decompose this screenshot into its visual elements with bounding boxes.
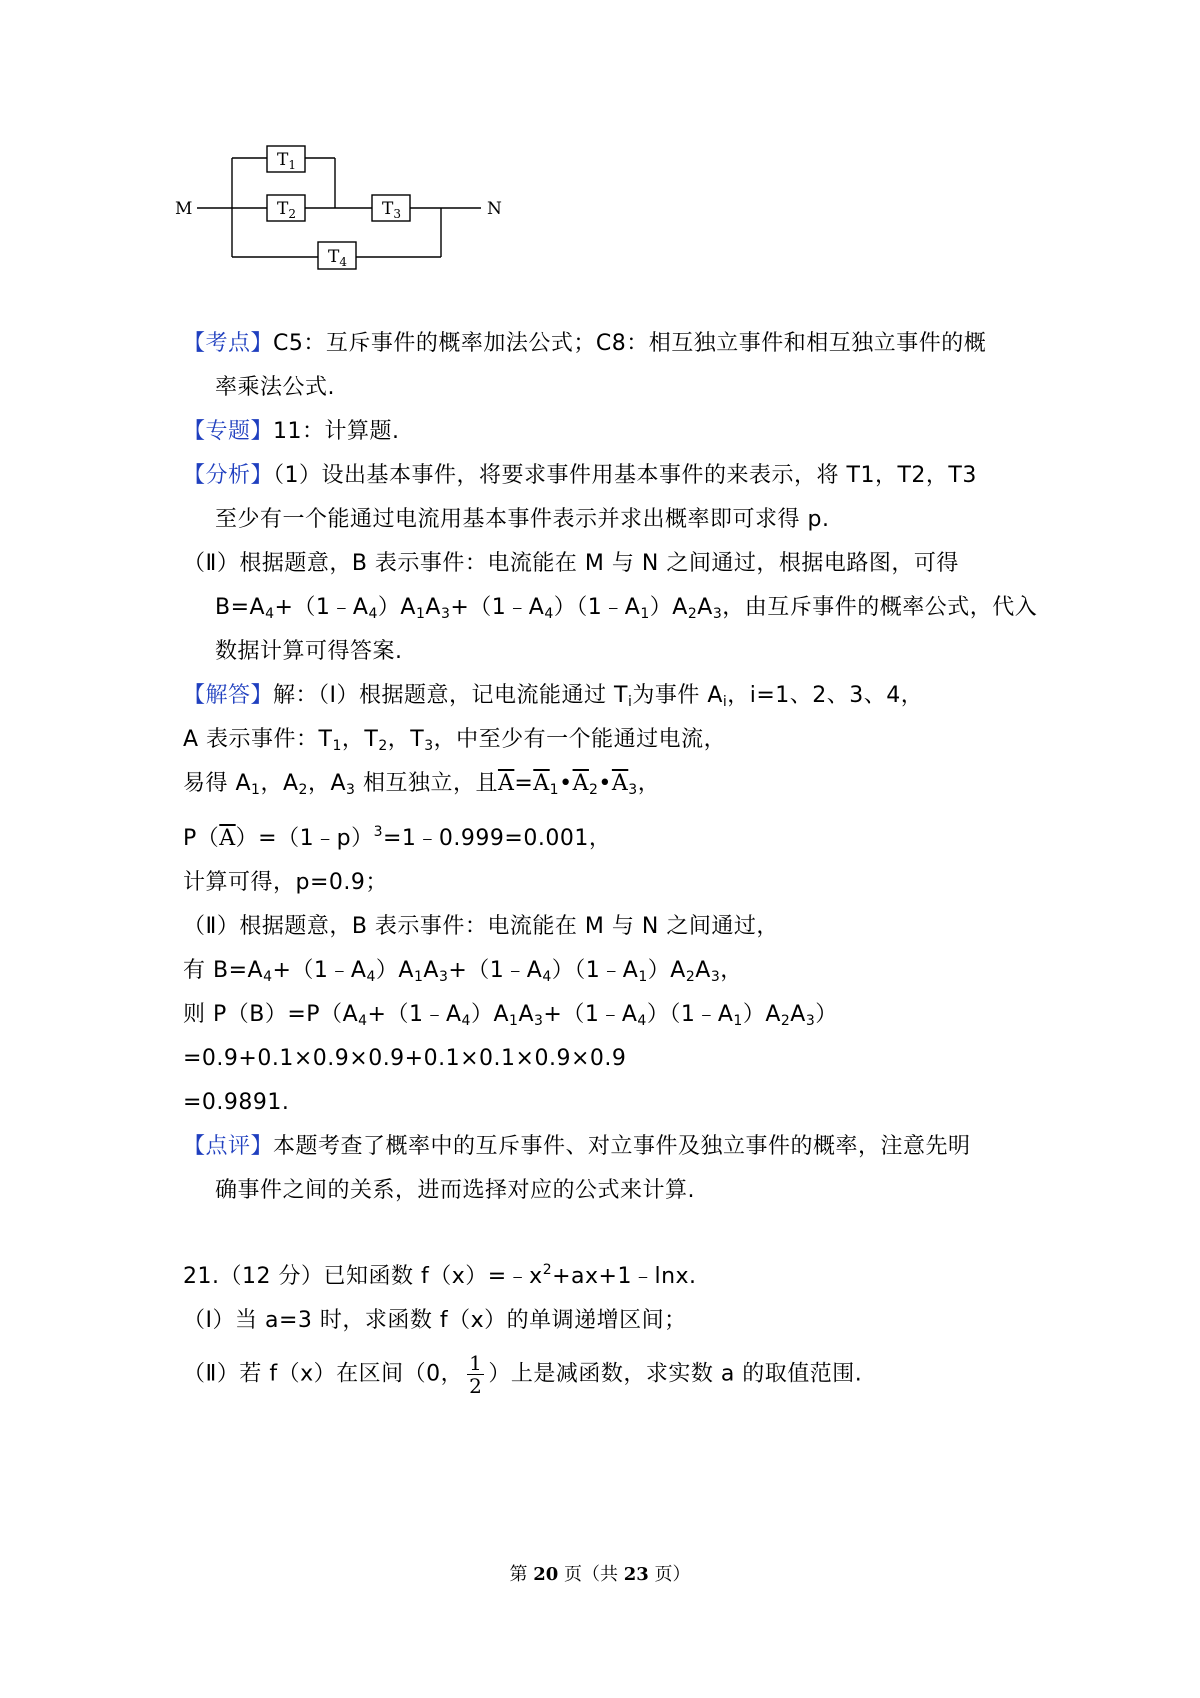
- fenxi-text: （1）设出基本事件，将要求事件用基本事件的来表示，将 T1，T2，T3: [273, 463, 977, 488]
- complement-formula: $\overline{A}=\overline{A}_1•\overline{A}_2•\overline{A}_3$: [497, 771, 638, 798]
- jieda-line-9: [183, 1043, 626, 1075]
- label-m: M: [175, 199, 193, 219]
- fenxi-line-2: [215, 504, 829, 536]
- fenxi-line: [183, 460, 977, 492]
- jieda-text-2: A 表示事件：T: [183, 727, 333, 752]
- fenxi-formula: $B=A_4+(1﹣A_4)A_1A_3+(1﹣A_4)(1﹣A_1)A_2A_3$: [215, 595, 723, 622]
- jieda-line-7: 有 $B=A_4+(1﹣A_4)A_1A_3+(1﹣A_4)(1﹣A_1)A_2A_3$，: [183, 958, 743, 985]
- problem-21-part1: [183, 1305, 687, 1337]
- jieda-line-8: 则 $P(B)=P(A_4+(1﹣A_4)A_1A_3+(1﹣A_4)(1﹣A_1)A_2A_3)$: [183, 1002, 838, 1029]
- jieda-text-8b: ）: [815, 1002, 838, 1027]
- complement-a: $\overline{A}$: [219, 826, 236, 851]
- jieda-line-3: 易得 $A_1$，$A_2$，$A_3$ 相互独立，且$\overline{A}=\overline{A}_1•\overline{A}_2•\overline{A}_3$，: [183, 771, 661, 798]
- jieda-tag: 【解答】: [183, 683, 274, 708]
- jieda-line-4: $P(\overline{A})=(1﹣p)^3=1﹣0.999=0.001$，: [183, 824, 612, 851]
- page-number: 20: [533, 1564, 559, 1585]
- fenxi-tag: 【分析】: [183, 463, 274, 488]
- jieda-text-8a: 则 P（B）=P（: [183, 1002, 343, 1027]
- jieda-text-4a: P（: [183, 826, 220, 851]
- zhuanti-text: 11：计算题.: [273, 419, 400, 444]
- switch-t3: $T_3$: [382, 199, 401, 221]
- switch-t1: $T_1$: [277, 150, 296, 172]
- dianping-line: [183, 1131, 971, 1163]
- jieda-text-6: （Ⅱ）根据题意，B 表示事件：电流能在 M 与 N 之间通过，: [183, 914, 779, 939]
- dianping-line-2: [215, 1175, 695, 1207]
- zhuanti-line: [183, 416, 400, 448]
- kaodian-tag: 【考点】: [183, 331, 274, 356]
- fenxi-line-4: [215, 592, 1037, 624]
- kaodian-line-2: [215, 372, 335, 404]
- jieda-text-1a: 解：（Ⅰ）根据题意，记电流能通过 T: [273, 683, 628, 708]
- jieda-line-5: [183, 867, 388, 899]
- dianping-text-2: 确事件之间的关系，进而选择对应的公式来计算.: [215, 1178, 695, 1203]
- fenxi-text-4: ，由互斥事件的概率公式，代入: [722, 595, 1038, 620]
- dianping-text-1: 本题考查了概率中的互斥事件、对立事件及独立事件的概率，注意先明: [273, 1134, 971, 1159]
- circuit-diagram: [175, 140, 555, 290]
- jieda-line-10: [183, 1087, 289, 1119]
- fenxi-text-5: 数据计算可得答案.: [215, 639, 403, 664]
- kaodian-text-2: 率乘法公式.: [215, 375, 335, 400]
- fenxi-text-2: 至少有一个能通过电流用基本事件表示并求出概率即可求得 p.: [215, 507, 830, 532]
- problem-21-text-b: +ax+1﹣lnx.: [552, 1264, 697, 1289]
- problem-21-part1-text: （Ⅰ）当 a=3 时，求函数 f（x）的单调递增区间；: [183, 1308, 687, 1333]
- problem-21-title: 21.（12 分）已知函数 $f(x)=﹣x^2+ax+1﹣\ln x$.: [183, 1262, 697, 1289]
- fenxi-text-3: （Ⅱ）根据题意，B 表示事件：电流能在 M 与 N 之间通过，根据电路图，可得: [183, 551, 959, 576]
- jieda-text-1b: 为事件 A: [632, 683, 723, 708]
- jieda-text-10: =0.9891.: [183, 1090, 290, 1115]
- jieda-line-6: [183, 911, 779, 943]
- kaodian-line: [183, 328, 986, 360]
- zhuanti-tag: 【专题】: [183, 419, 274, 444]
- jieda-text-4b: =1﹣0.999=0.001，: [383, 826, 612, 851]
- page-footer: 第 20 页（共 23 页）: [509, 1564, 691, 1585]
- problem-21-part2-text-b: ）上是减函数，求实数 a 的取值范围.: [488, 1361, 863, 1387]
- fenxi-line-5: [215, 636, 403, 668]
- jieda-line-2: A 表示事件：$T_1$，$T_2$，$T_3$，中至少有一个能通过电流，: [183, 727, 727, 754]
- fraction-one-half: $\frac{1}{2}$: [469, 1351, 483, 1398]
- jieda-text-3a: 易得 A: [183, 771, 252, 796]
- kaodian-text: C5：互斥事件的概率加法公式；C8：相互独立事件和相互独立事件的概: [273, 331, 987, 356]
- jieda-text-9: =0.9+0.1×0.9×0.9+0.1×0.1×0.9×0.9: [183, 1046, 627, 1071]
- dianping-tag: 【点评】: [183, 1134, 274, 1159]
- problem-21-part2-text-a: （Ⅱ）若 f（x）在区间（0，: [183, 1361, 464, 1387]
- problem-21-text-a: 21.（12 分）已知函数 f（x）=﹣x: [183, 1264, 543, 1289]
- jieda-text-5: 计算可得，p=0.9；: [183, 870, 388, 895]
- jieda-text-3b: 相互独立，且: [362, 771, 498, 796]
- problem-21-part2: [183, 1352, 862, 1397]
- fenxi-line-3: [183, 548, 959, 580]
- jieda-line-1: 【解答】解：（Ⅰ）根据题意，记电流能通过 $T_i$为事件 $A_i$，i=1、2、3、4，: [183, 683, 924, 710]
- page-total: 23: [623, 1564, 649, 1585]
- switch-t2: $T_2$: [277, 199, 296, 221]
- jieda-text-7: 有: [183, 958, 213, 983]
- label-n: N: [487, 199, 502, 219]
- jieda-text-1c: ，i=1、2、3、4，: [727, 683, 924, 708]
- switch-t4: $T_4$: [328, 247, 347, 269]
